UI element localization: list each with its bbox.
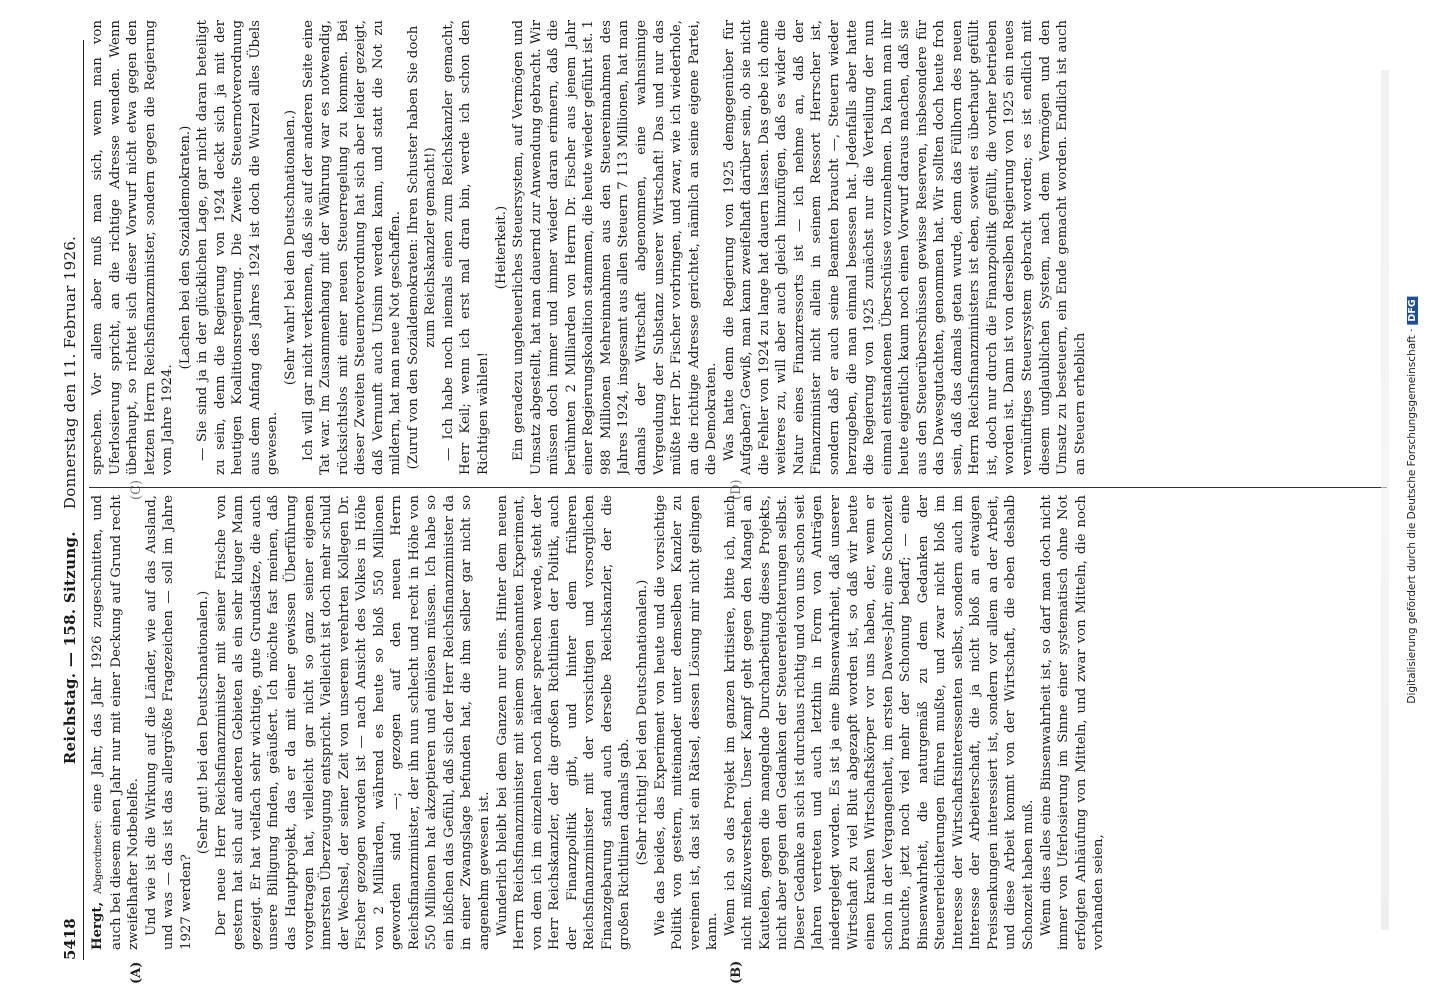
right-remark-1: (Lachen bei den Sozialdemokraten.) bbox=[177, 125, 193, 370]
right-column bbox=[89, 20, 1387, 475]
left-paragraph-2: Und wie ist die Wirkung auf die Länder, wie auf das Ausland, und was — das ist das allergrößte Fragezeichen — soll im Jahre 1927 werden? bbox=[143, 495, 194, 950]
right-paragraph-1: sprechen. Vor allem aber muß man sich, wenn man von Uferlosierung spricht, an die richtige Adresse wenden. Wenn überhaupt, so richtet sich dieser Vorwurf nicht etwa gegen den letzten Herrn Reichsfinanzminister, sondern gegen die Regierung vom Jahre 1924. bbox=[90, 20, 176, 475]
rotated-document-page bbox=[37, 10, 1397, 990]
margin-marker-d: (D) bbox=[729, 479, 744, 500]
header-date: Donnerstag den 11. Februar 1926. bbox=[61, 235, 79, 510]
digitization-credit bbox=[1406, 296, 1418, 703]
margin-marker-b: (B) bbox=[729, 960, 744, 984]
left-paragraph-6: Wenn ich so das Projekt im ganzen kritisiere, bitte ich, mich nicht mißzuverstehen. Unser Kampf geht gegen den Mangel an Kautelen, gegen die mangelnde Durcharbeitung dieses Projekts, nicht aber gegen den Gedanken der Steuererleichterungen selbst. Dieser Gedanke an sich ist durchaus richtig und von uns schon seit Jahren vertreten und auch letzthin in Form von Anträgen niedergelegt worden. Es ist ja eine Binsenwahrheit, daß unserer Wirtschaft zu viel Blut abgezapft worden ist, so daß wir heute einen kranken Wirtschaftskörper vor uns haben, der, wenn er schon in der Vergangenheit, im ersten Dawes-Jahr, eine Schonzeit brauchte, jetzt noch viel mehr der Schonung bedarf; — eine Binsenwahrheit, die naturgemäß zu dem Gedanken der Steuererleichterungen führen mußte, und zwar nicht bloß im Interesse der Wirtschaftsinteressenten selbst, sondern auch im Interesse der Arbeiterschaft, die ja nicht bloß an etwaigen Preissenkungen interessiert ist, sondern vor allem an der Arbeit, und diese Arbeit kommt von der Wirtschaft, die eben deshalb Schonzeit haben muß. bbox=[722, 495, 1036, 950]
dfg-logo: DFG bbox=[1407, 296, 1418, 324]
left-remark-2: (Sehr richtig! bei den Deutschnationalen.) bbox=[634, 579, 650, 866]
right-remark-3: (Zuruf von den Sozialdemokraten: Ihren Schuster haben Sie doch zum Reichskanzler gemacht!) bbox=[405, 25, 439, 470]
speaker-role: Abgeordneter: bbox=[93, 820, 104, 894]
right-paragraph-6: Was hatte denn die Regierung von 1925 demgegenüber für Aufgaben? Gewiß, man kann zweifelhaft darüber sein, ob sie nicht die Fehler von 1924 zu lange hat dauern lassen. Das gebe ich ohne weiteres zu, will aber auch gleich hinzufügen, daß es wider die Natur eines Finanzressorts ist — ich nehme an, daß der Finanzminister nicht allein in seinem Ressort Herrscher ist, sondern daß er auch seine Beamten braucht —, Steuern wieder herzugeben, die man einmal besessen hat. Jedenfalls aber hatte die Regierung von 1925 zunächst nur die Verteilung der nun einmal entstandenen Überschüsse vorzunehmen. Da kann man ihr heute eigentlich kaum noch einen Vorwurf daraus machen, daß sie aus den Steuerüberschüssen gewisse Reserven, insbesondere für das Dawesgutachten, genommen hat. Wir sollten doch heute froh sein, daß das damals getan wurde, denn das Füllhorn des neuen Herrn Reichsfinanzministers ist eben, soweit es überhaupt gefüllt ist, doch nur durch die Finanzpolitik gefüllt, die vorher betrieben worden ist. Dann ist von derselben Regierung von 1925 ein neues vernünftiges Steuersystem gebracht worden; es ist endlich mit diesem unglaublichen System, nach dem Vermögen und den Umsatz zu besteuern, ein Ende gemacht worden. Endlich ist auch an Steuern erheblich bbox=[721, 20, 1088, 475]
page-header bbox=[57, 40, 84, 960]
right-paragraph-2: — Sie sind ja in der glücklichen Lage, gar nicht daran beteiligt zu sein, denn die Regierung von 1924 deckt sich ja mit der heutigen Koalitionsregierung. Die Zweite Steuernotverordnung aus dem Anfang des Jahres 1924 ist doch die Wurzel alles Übels gewesen. bbox=[195, 20, 281, 475]
left-paragraph-5: Wie das beides, das Experiment von heute und die vorsichtige Politik von gestern, miteinander unter demselben Kanzler zu vereinen ist, das ist ein Rätsel, dessen Lösung mir nicht gelingen kann. bbox=[652, 495, 721, 950]
column-divider bbox=[89, 487, 1387, 488]
right-paragraph-3: Ich will gar nicht verkennen, daß sie auf der anderen Seite eine Tat war. Im Zusammenhang mit der Währung war es notwendig, rücksichtslos mit einer neuen Steuerregelung zu kommen. Bei dieser Zweiten Steuernotverordnung hat sich aber leider gezeigt, daß Vernunft auch Unsinn werden kann, und statt die Not zu mildern, hat man neue Not geschaffen. bbox=[300, 20, 404, 475]
right-remark-4: (Heiterkeit.) bbox=[493, 205, 509, 290]
left-paragraph-1: Hergt, Abgeordneter: eine Jahr, das Jahr 1926 zugeschnitten, und auch bei diesem einen Jahr nur mit einer Deckung auf Grund recht zweifelhafter Notbehelfe. bbox=[90, 495, 142, 950]
text-columns bbox=[89, 20, 1387, 984]
scan-edge-shadow bbox=[1381, 70, 1389, 930]
right-remark-2: (Sehr wahr! bei den Deutschnationalen.) bbox=[283, 109, 299, 386]
margin-marker-c: (C) bbox=[129, 479, 144, 500]
speaker-name: Hergt, bbox=[90, 901, 105, 950]
page-number: 5418 bbox=[61, 918, 79, 960]
digitization-credit-text: Digitalisierung gefördert durch die Deutsche Forschungsgemeinschaft · bbox=[1406, 328, 1418, 704]
left-paragraph-3: Der neue Herr Reichsfinanzminister mit seiner Frische von gestern hat sich auf anderen Gebieten als ein sehr kluger Mann gezeigt. Er hat vielfach sehr wichtige, gute Grundsätze, die auch unsere Billigung finden, geäußert. Ich möchte fast meinen, daß das Hauptprojekt, das er da mit einer gewissen Überführung vorgetragen hat, vielleicht gar nicht so ganz seiner eigenen innersten Überzeugung entspricht. Vielleicht ist doch mehr schuld der Wechsel, der seiner Zeit von unserem verehrten Kollegen Dr. Fischer gezogen worden ist — nach Ansicht des Volkes in Höhe von 2 Milliarden, während es heute so bloß 550 Millionen geworden sind —; gezogen auf den neuen Herrn Reichsfinanzminister, der ihn nun schlecht und recht in Höhe von 550 Millionen hat akzeptieren und einlösen müssen. Ich habe so ein bißchen das Gefühl, daß sich der Herr Reichsfinanzminister da in einer Zwangslage befunden hat, die ihm selber gar nicht so angenehm gewesen ist. bbox=[213, 495, 493, 950]
margin-marker-a: (A) bbox=[129, 961, 144, 984]
left-remark-1: (Sehr gut! bei den Deutschnationalen.) bbox=[196, 590, 212, 855]
left-column bbox=[89, 495, 1387, 950]
right-paragraph-4: — Ich habe noch niemals einen zum Reichskanzler gemacht, Herr Keil; wenn ich erst mal dran bin, werde ich schon den Richtigen wählen! bbox=[440, 20, 492, 475]
page-content bbox=[57, 20, 1387, 984]
left-paragraph-4: Wunderlich bleibt bei dem Ganzen nur eins. Hinter dem neuen Herrn Reichsfinanzminister mit seinem sogenannten Experiment, von dem ich im einzelnen noch näher sprechen werde, steht der Herr Reichskanzler, der die großen Richtlinien der Politik, auch der Finanzpolitik gibt, und hinter dem früheren Reichsfinanzminister mit der vorsichtigen und vorsorglichen Finanzgebarung stand auch derselbe Reichskanzler, der die großen Richtlinien damals gab. bbox=[494, 495, 633, 950]
header-title: Reichstag. — 158. Sitzung. bbox=[61, 531, 79, 765]
right-paragraph-5: Ein geradezu ungeheuerliches Steuersystem, auf Vermögen und Umsatz abgestellt, hat man dauernd zur Anwendung gebracht. Wir müssen doch immer und immer wieder daran erinnern, daß die berühmten 2 Milliarden von Herrn Dr. Fischer aus jenem Jahr einer Regierungskoalition stammen, die heute wieder geführt ist. 1 988 Millionen Mehreinnahmen aus den Steuereinnahmen des Jahres 1924, insgesamt aus allen Steuern 7 113 Millionen, hat man damals der Wirtschaft abgenommen, eine wahnsinnige Vergeudung der Substanz unserer Wirtschaft! Das und nur das müßte Herr Dr. Fischer vorbringen, und zwar, wie ich wiederhole, an die richtige Adresse gerichtet, nämlich an seine eigene Partei, die Demokraten. bbox=[511, 20, 720, 475]
left-paragraph-7: Wenn dies alles eine Binsenwahrheit ist, so darf man doch nicht immer von Uferlosierung im Sinne einer systematisch ohne Not erfolgten Anhäufung von Mitteln, und zwar von Mitteln, die noch vorhanden seien, bbox=[1038, 495, 1107, 950]
header-title-line bbox=[57, 40, 83, 960]
